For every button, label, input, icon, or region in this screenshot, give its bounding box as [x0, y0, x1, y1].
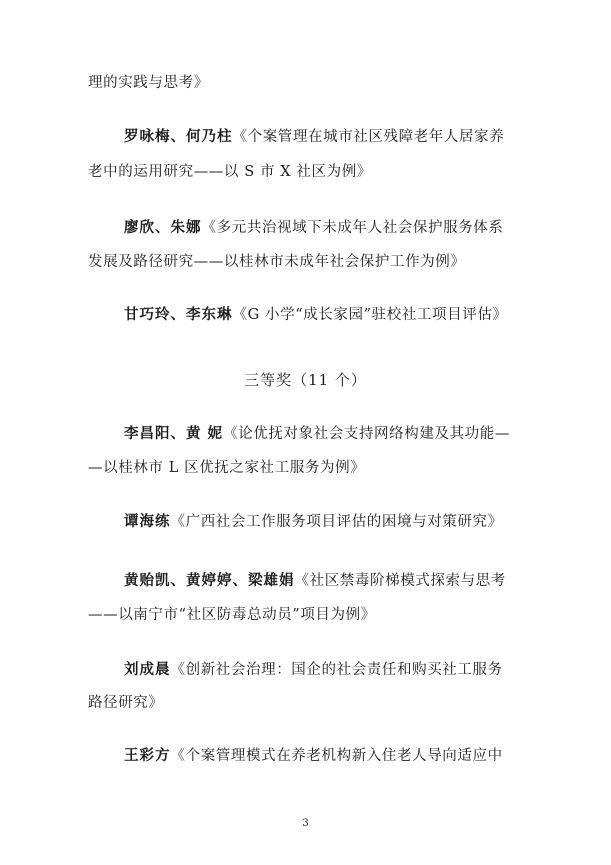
entry-title: 《G 小学“成长家园”驻校社工项目评估》 [232, 307, 508, 323]
page-number: 3 [302, 818, 309, 829]
entry-author: 刘成晨 [124, 661, 171, 678]
entry-author: 甘巧玲、李东琳 [124, 306, 233, 323]
entry-author: 谭海练 [124, 513, 171, 530]
entry-line [124, 305, 508, 325]
entry-author: 李昌阳、黄 妮 [124, 425, 224, 442]
entry-line [124, 512, 503, 532]
entry-line [124, 660, 503, 680]
entry-title-continuation: 路径研究》 [88, 695, 164, 711]
entry-author: 黄贻凯、黄婷婷、梁雄娟 [124, 572, 295, 589]
entry-title: 《个案管理在城市社区残障老年人居家养 [232, 129, 505, 145]
entry-line [124, 218, 504, 238]
entry-author: 王彩方 [124, 747, 171, 764]
entry-line [124, 424, 510, 444]
entry-title: 《论优抚对象社会支持网络构建及其功能— [223, 426, 510, 442]
entry-author: 罗咏梅、何乃柱 [124, 128, 233, 145]
entry-title: 《创新社会治理：国企的社会责任和购买社工服务 [170, 662, 503, 678]
entry-author: 廖欣、朱娜 [124, 219, 202, 236]
entry-line [124, 746, 503, 766]
entry-title: 《社区禁毒阶梯模式探索与思考 [294, 573, 506, 589]
entry-title-continuation: 发展及路径研究——以桂林市未成年社会保护工作为例》 [88, 254, 466, 270]
continued-title-line: 理的实践与思考》 [88, 75, 209, 91]
entry-title-continuation: —以桂林市 L 区优抚之家社工服务为例》 [88, 460, 366, 476]
entry-line [124, 127, 504, 147]
entry-title: 《多元共治视域下未成年人社会保护服务体系 [201, 220, 504, 236]
entry-title-continuation: 老中的运用研究——以 S 市 X 社区为例》 [88, 164, 372, 180]
entry-line [124, 571, 506, 591]
entry-title: 《个案管理模式在养老机构新入住老人导向适应中 [170, 748, 503, 764]
entry-title: 《广西社会工作服务项目评估的困境与对策研究》 [170, 514, 503, 530]
section-heading-third-prize: 三等奖（11 个） [244, 371, 367, 389]
entry-title-continuation: ——以南宁市“社区防毒总动员”项目为例》 [88, 607, 376, 623]
